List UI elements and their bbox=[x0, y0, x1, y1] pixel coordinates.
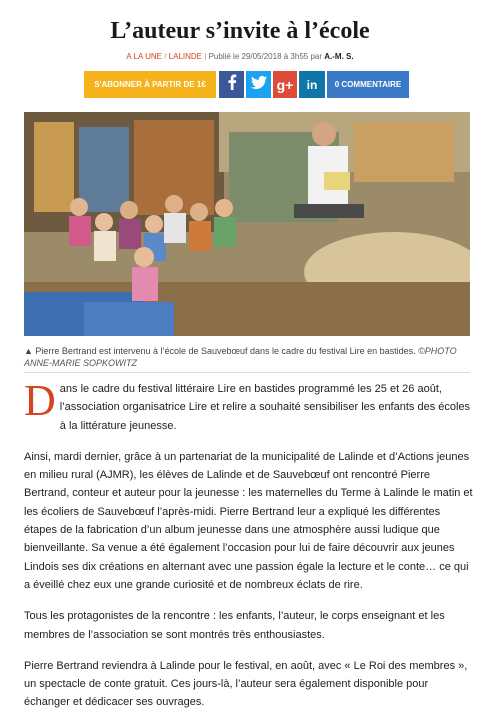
article-photo bbox=[24, 112, 470, 336]
linkedin-share-button[interactable]: in bbox=[299, 71, 325, 98]
facebook-icon bbox=[227, 74, 237, 95]
comments-button[interactable]: 0 COMMENTAIRE bbox=[327, 71, 409, 98]
twitter-share-button[interactable] bbox=[246, 71, 271, 98]
caption-text: Pierre Bertrand est intervenu à l’école de Sauvebœuf dans le cadre du festival Lire en bastides. bbox=[35, 346, 416, 356]
share-bar bbox=[84, 71, 409, 98]
photo-credit: ©PHOTO ANNE-MARIE SOPKOWITZ bbox=[24, 346, 457, 368]
breadcrumb-separator: / bbox=[164, 52, 169, 61]
article-title: L’auteur s’invite à l’école bbox=[110, 18, 370, 44]
paragraph bbox=[24, 376, 474, 435]
paragraph-text: ans le cadre du festival littéraire Lire en bastides programmé les 25 et 26 août, l’association organisatrice Lire et relire a souhaité sensibiliser les enfants des écoles à la littérature jeunesse. bbox=[59, 383, 471, 432]
twitter-icon bbox=[251, 76, 267, 94]
article-meta bbox=[0, 52, 480, 61]
paragraph: Tous les protagonistes de la rencontre : les enfants, l’auteur, le corps enseignant et les membres de l’association se sont montrés très enthousiastes. bbox=[24, 610, 445, 641]
caption-triangle-icon: ▲ bbox=[24, 346, 36, 356]
photo-caption bbox=[24, 345, 470, 369]
caption-divider bbox=[24, 372, 470, 373]
meta-separator: | bbox=[204, 52, 209, 61]
breadcrumb-a-la-une[interactable]: A LA UNE bbox=[126, 52, 162, 61]
breadcrumb-lalinde[interactable]: LALINDE bbox=[168, 52, 203, 61]
subscribe-button[interactable]: S'ABONNER À PARTIR DE 1€ bbox=[84, 71, 216, 98]
paragraph: Ainsi, mardi dernier, grâce à un partenariat de la municipalité de Lalinde et d’Actions jeunes en milieu rural (AJMR), les élèves de Lalinde et de Sauvebœuf ont rencontré Pierre Bertrand, conteur et auteur pour la jeunesse : les maternelles du Terme à Lalinde le matin et les écoliers de Sauvebœuf l’après-midi. Pierre Bertrand leur a expliqué les différentes étapes de la fabrication d’un album jeunesse dans une atmosphère aussi ludique que bienveillante. Sa venue a été également l’occasion pour lui de faire découvrir aux jeunes Lindois ses dix créations en alternant avec une passion égale la lecture et le conte… ce qui a éveillé chez eux une grande curiosité et de nombreux éclats de rire. bbox=[24, 450, 473, 591]
paragraph: Pierre Bertrand reviendra à Lalinde pour le festival, en août, avec « Le Roi des membres », un spectacle de conte gratuit. Ces jours-là, l’auteur sera également disponible pour échanger et dédicacer ses ouvrages. bbox=[24, 659, 468, 709]
author-name[interactable]: A.-M. S. bbox=[324, 52, 354, 61]
googleplus-share-button[interactable]: g+ bbox=[273, 71, 297, 98]
dropcap: D bbox=[24, 376, 56, 425]
facebook-share-button[interactable] bbox=[219, 71, 244, 98]
published-date: Publié le 29/05/2018 à 3h55 par bbox=[208, 52, 323, 61]
article-body bbox=[24, 376, 474, 725]
